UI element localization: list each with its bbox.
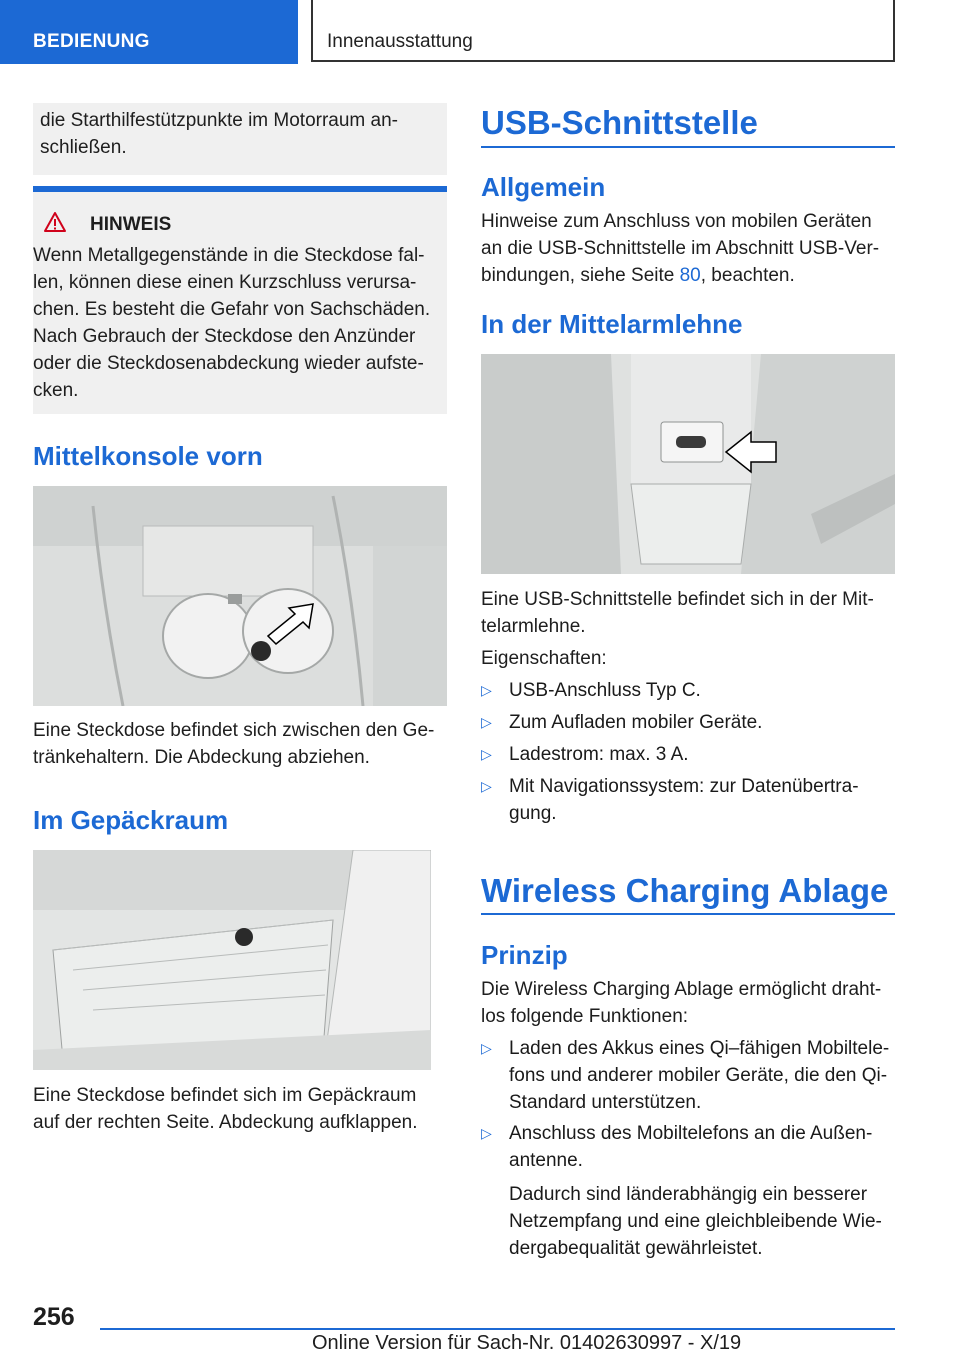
prinzip-line: los folgende Funktionen:: [481, 1006, 689, 1027]
list-item-line: Anschluss des Mobiltelefons an die Außen-: [509, 1123, 873, 1144]
allgemein-line: Hinweise zum Anschluss von mobilen Geräten: [481, 211, 872, 232]
bullet-triangle-icon: ▷: [481, 746, 492, 762]
list-item-text: [509, 773, 899, 827]
list-item-line: Laden des Akkus eines Qi–fähigen Mobiltele-: [509, 1038, 890, 1059]
intro-box: [33, 103, 447, 175]
caption-line: tränkehaltern. Die Abdeckung abziehen.: [33, 747, 370, 768]
warning-icon: [43, 211, 67, 233]
list-item-text: [509, 1120, 899, 1262]
list-item: [481, 1035, 895, 1116]
heading-gepaeckraum: Im Gepäckraum: [33, 805, 229, 835]
header-chapter-label: Innenausstattung: [327, 31, 473, 52]
list-item-line: antenne.: [509, 1150, 583, 1171]
list-item: [481, 709, 895, 736]
caption-line: Eine Steckdose befindet sich zwischen den Ge-: [33, 720, 435, 741]
caption-line: Eine Steckdose befindet sich im Gepäckraum: [33, 1085, 417, 1106]
wireless-title: Wireless Charging Ablage: [481, 872, 889, 909]
allgemein-line: [481, 262, 895, 289]
list-item-line: fons und anderer mobiler Geräte, die den Qi-: [509, 1065, 888, 1086]
list-item: [481, 1120, 895, 1260]
hinweis-line: Wenn Metallgegenstände in die Steckdose fal-: [33, 245, 425, 266]
mittelkonsole-caption: [33, 717, 447, 771]
hinweis-line: oder die Steckdosenabdeckung wieder aufste-: [33, 353, 424, 374]
hinweis-line: cken.: [33, 380, 79, 401]
trunk-image: [33, 850, 431, 1070]
bullet-triangle-icon: ▷: [481, 682, 492, 698]
bullet-triangle-icon: ▷: [481, 778, 492, 794]
page-link-80[interactable]: 80: [679, 265, 701, 286]
center-console-image: [33, 486, 447, 706]
list-item-line: Mit Navigationssystem: zur Datenübertra-: [509, 776, 859, 797]
heading-mittelarmlehne: In der Mittelarmlehne: [481, 309, 743, 339]
list-item-text: Ladestrom: max. 3 A.: [509, 744, 689, 765]
mittelarmlehne-caption: [481, 586, 895, 640]
header-section-tab: [0, 0, 298, 64]
caption-line: Eine USB-Schnittstelle befindet sich in der Mit-: [481, 589, 874, 610]
page-number: 256: [33, 1303, 75, 1331]
header-section-label: BEDIENUNG: [33, 31, 150, 52]
hinweis-line: chen. Es besteht die Gefahr von Sachschäden.: [33, 299, 431, 320]
heading-allgemein: Allgemein: [481, 172, 606, 202]
heading-mittelkonsole: Mittelkonsole vorn: [33, 441, 263, 471]
list-item-line: dergabequalität gewährleistet.: [509, 1238, 763, 1259]
allgemein-text: [481, 208, 895, 289]
list-item-text: [509, 1035, 899, 1116]
bullet-triangle-icon: ▷: [481, 714, 492, 730]
footer-rule: [100, 1328, 895, 1330]
list-item-text: Zum Aufladen mobiler Geräte.: [509, 712, 763, 733]
allgemein-line: an die USB-Schnittstelle im Abschnitt USB-Ver-: [481, 238, 880, 259]
allgemein-line-text: , beachten.: [700, 265, 795, 286]
prinzip-line: Die Wireless Charging Ablage ermöglicht draht-: [481, 979, 882, 1000]
hinweis-line: len, können diese einen Kurzschluss verursa-: [33, 272, 417, 293]
list-item: [481, 773, 895, 827]
list-item-line: gung.: [509, 803, 557, 824]
caption-line: auf der rechten Seite. Abdeckung aufklappen.: [33, 1112, 418, 1133]
armrest-image: [481, 354, 895, 574]
header-chapter-tab: [311, 0, 895, 62]
usb-title-rule: [481, 146, 895, 148]
list-item-line: Netzempfang und eine gleichbleibende Wie-: [509, 1211, 882, 1232]
list-item: [481, 741, 895, 768]
list-item-line: Standard unterstützen.: [509, 1092, 702, 1113]
usb-title: USB-Schnittstelle: [481, 104, 758, 141]
eigenschaften-label: Eigenschaften:: [481, 648, 607, 669]
caption-line: telarmlehne.: [481, 616, 586, 637]
list-item-line: Dadurch sind länderabhängig ein besserer: [509, 1184, 868, 1205]
hinweis-body: [33, 242, 443, 404]
list-item: [481, 677, 895, 704]
allgemein-line-text: bindungen, siehe Seite: [481, 265, 680, 286]
intro-text: die Starthilfestützpunkte im Motorraum an-schließen.: [40, 110, 398, 158]
hinweis-title: HINWEIS: [90, 214, 172, 235]
gepaeckraum-caption: [33, 1082, 447, 1136]
bullet-triangle-icon: ▷: [481, 1125, 492, 1141]
hinweis-box: [33, 192, 447, 414]
prinzip-text: [481, 976, 895, 1030]
footer-online-version: Online Version für Sach-Nr. 01402630997 - X/19: [312, 1332, 742, 1354]
wireless-title-rule: [481, 913, 895, 915]
heading-prinzip: Prinzip: [481, 940, 568, 970]
hinweis-line: Nach Gebrauch der Steckdose den Anzünder: [33, 326, 416, 347]
bullet-triangle-icon: ▷: [481, 1040, 492, 1056]
list-item-text: USB-Anschluss Typ C.: [509, 680, 701, 701]
